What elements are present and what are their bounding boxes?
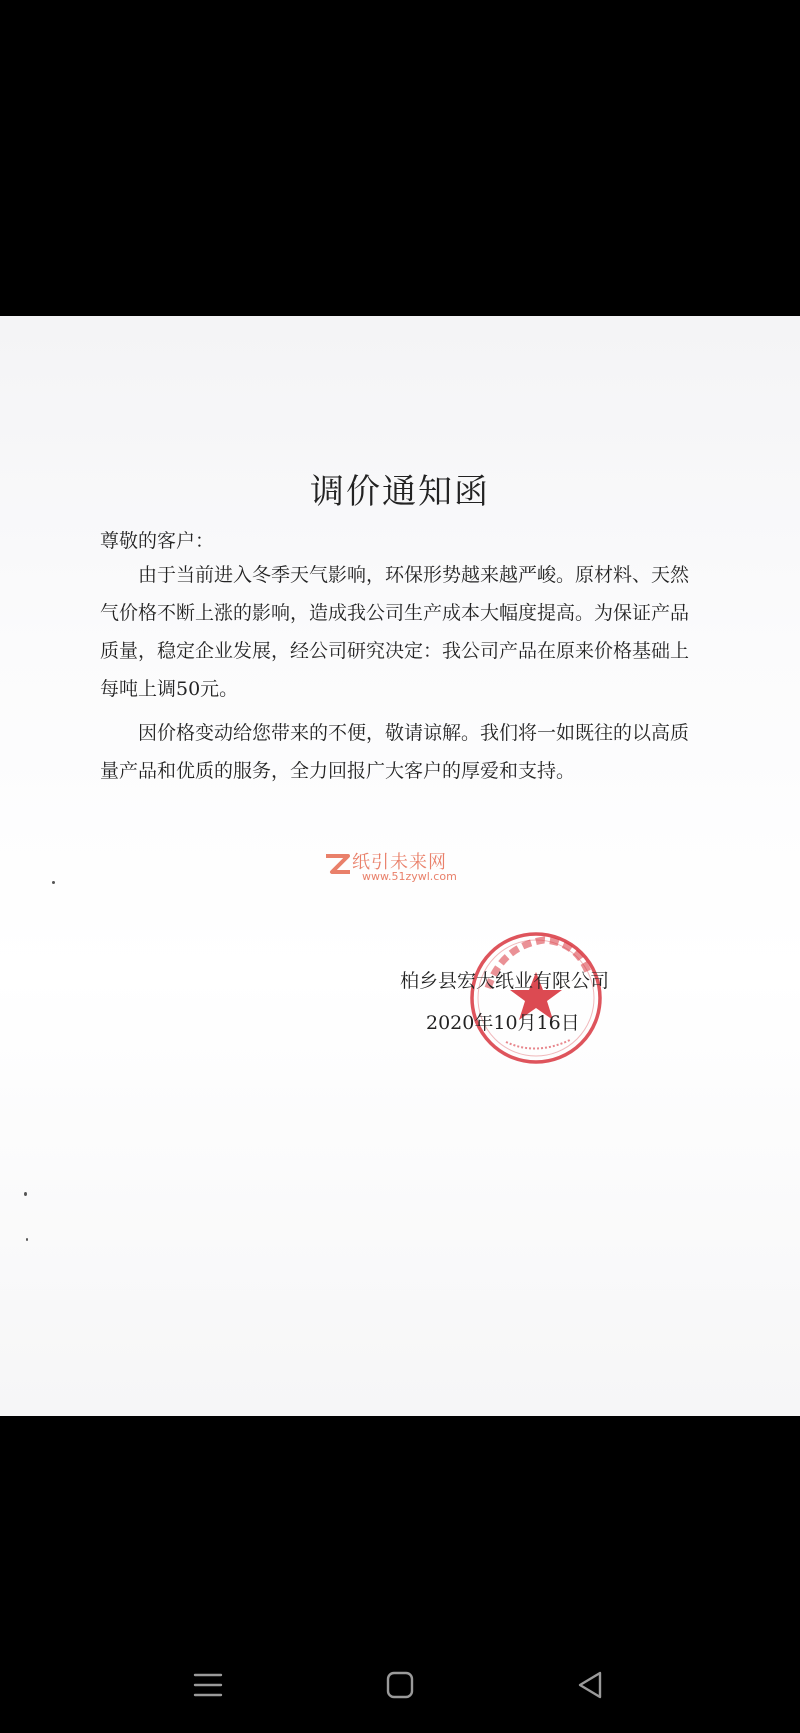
watermark-logo-icon (322, 850, 354, 880)
body-paragraph-2: 因价格变动给您带来的不便，敬请谅解。我们将一如既往的以高质量产品和优质的服务，全力回报广大客户的厚爱和支持。 (100, 722, 690, 782)
salutation: 尊敬的客户： (100, 530, 215, 552)
signature-company: 柏乡县宏大纸业有限公司 (400, 970, 610, 992)
paper-speck (52, 881, 55, 884)
body-paragraph-1: 由于当前进入冬季天气影响，环保形势越来越严峻。原材料、天然气价格不断上涨的影响，造成我公司生产成本大幅度提高。为保证产品质量，稳定企业发展，经公司研究决定：我公司产品在原来价格基础上每吨上调50元。 (100, 564, 690, 700)
back-button[interactable] (562, 1660, 618, 1710)
triangle-back-icon (576, 1670, 604, 1700)
menu-icon (193, 1672, 223, 1698)
watermark-site-name: 纸引未来网 (352, 852, 447, 873)
document-photo (0, 316, 800, 1416)
recent-apps-button[interactable] (180, 1660, 236, 1710)
watermark-url: www.51zywl.com (362, 870, 457, 883)
home-button[interactable] (372, 1660, 428, 1710)
paper-speck (26, 1238, 28, 1241)
signature-date: 2020年10月16日 (426, 1012, 580, 1034)
system-navigation-bar (0, 1640, 800, 1733)
paper-speck (24, 1192, 27, 1196)
document-title: 调价通知函 (310, 472, 490, 512)
square-home-icon (386, 1671, 414, 1699)
company-seal-icon (466, 928, 606, 1068)
